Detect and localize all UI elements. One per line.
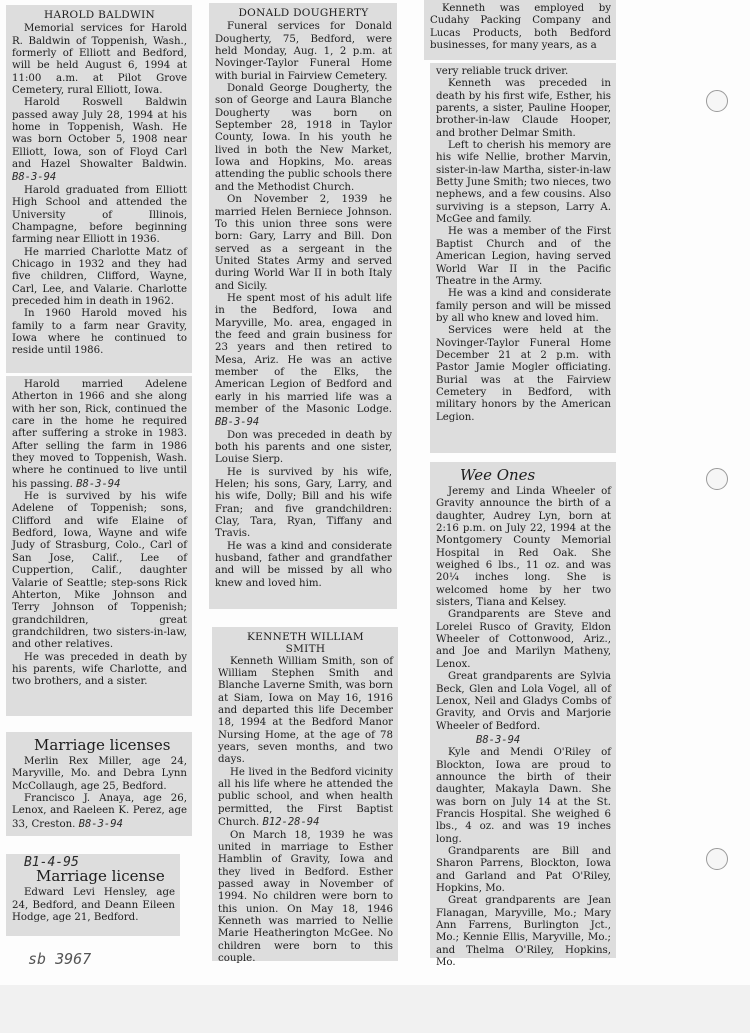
section-title: Marriage license — [36, 867, 165, 886]
paragraph: Edward Levi Hensley, age 24, Bedford, and Deann Eileen Hodge, age 21, Bedford. — [12, 887, 175, 924]
paragraph: Services were held at the Novinger-Taylor Funeral Home December 21 at 2 p.m. with Pastor Jamie Mogler officiating. Burial was at the Fairview Cemetery in Bedford, with military honors by the American Legion. — [436, 325, 611, 423]
paragraph: Funeral services for Donald Dougherty, 75, Bedford, were held Monday, Aug. 1, 2 p.m. at Novinger-Taylor Funeral Home with burial in Fairview Cemetery. — [215, 21, 392, 82]
binder-hole-top — [706, 90, 728, 112]
handwritten-date: BB-3-94 — [215, 416, 260, 429]
section-title: Wee Ones — [460, 466, 536, 484]
paragraph: Donald George Dougherty, the son of George and Laura Blanche Dougherty was born on September 28, 1918 in Taylor County, Iowa. In his youth he lived in both the New Market, Iowa and Hopkins, Mo. areas attending the public schools there and the Methodist Church. — [215, 83, 393, 193]
paragraph: Great grandparents are Sylvia Beck, Glen and Lola Vogel, all of Lenox, Neil and Gladys Combs of Gravity, and Orvis and Marjorie Wheeler of Bedford. — [436, 671, 611, 732]
binder-hole-bottom — [706, 848, 728, 870]
handwritten-date: B1-4-95 — [24, 855, 79, 870]
obituary-harold-baldwin — [6, 5, 192, 373]
paragraph: Great grandparents are Jean Flanagan, Maryville, Mo.; Mary Ann Farrens, Burlington Jct., Mo.; Kennie Ellis, Maryville, Mo.; and Thelma O'Riley, Hopkins, Mo. — [436, 895, 611, 969]
handwritten-date: B8-3-94 — [476, 733, 521, 746]
paragraph: He lived in the Bedford vicinity all his life where he attended the public school, and when health permitted, the First Baptist Church. B12-28-94 — [218, 766, 393, 829]
paragraph: On November 2, 1939 he married Helen Berniece Johnson. To this union three sons were born: Gary, Larry and Bill. Don served as a sergeant in the United States Army and served during World War II in both Italy and Sicily. — [215, 194, 392, 292]
obituary-harold-baldwin-continued — [6, 376, 192, 716]
paragraph: Harold married Adelene Atherton in 1966 and she along with her son, Rick, continued the care in the home he required after suffering a stroke in 1983. After selling the farm in 1986 they moved to Toppenish, Wash. where he continued to live until his passing. B8-3-94 — [12, 379, 187, 490]
paragraph: He married Charlotte Matz of Chicago in 1932 and they had five children, Clifford, Wayne, Carl, Lee, and Valarie. Charlotte preceded him in death in 1962. — [12, 246, 187, 307]
paragraph: Merlin Rex Miller, age 24, Maryville, Mo. and Debra Lynn McCollaugh, age 25, Bedford. — [12, 756, 187, 792]
handwritten-date: B12-28-94 — [262, 816, 320, 829]
paragraph: Kenneth was employed by Cudahy Packing Company and Lucas Products, both Bedford businesses, for many years, as a — [430, 3, 611, 52]
obituary-title: KENNETH WILLIAM SMITH — [247, 631, 364, 656]
handwritten-date: B8-3-94 — [78, 817, 123, 830]
paragraph: Don was preceded in death by both his parents and one sister, Louise Sierp. — [215, 429, 392, 466]
paragraph: Francisco J. Anaya, age 26, Lenox, and Raeleen K. Perez, age 33, Creston. B8-3-94 — [12, 793, 187, 830]
paragraph: He is survived by his wife Adelene of Toppenish; sons, Clifford and wife Elaine of Bedford, Iowa, Wayne and wife Judy of Strasburg, Colo., Carl of San Jose, Calif., Lee of Cuppertion, Calif., daughter Valarie of Seattle; step-sons Rick Ahterton, Mike Johnson and Terry Johnson of Toppenish; grandchildren, great grandchildren, two sisters-in-law, and other relatives. — [12, 491, 187, 651]
paragraph: very reliable truck driver. — [436, 66, 569, 77]
marriage-license-clipping — [6, 854, 180, 936]
paragraph: He was a kind and considerate family person and will be missed by all who knew and loved him. — [436, 288, 611, 324]
obituary-title: HAROLD BALDWIN — [44, 9, 155, 21]
paragraph: Harold graduated from Elliott High School and attended the University of Illinois, Champagne, before beginning farming near Elliott in 1936. — [12, 184, 187, 246]
section-title: Marriage licenses — [34, 736, 171, 754]
binder-hole-middle — [706, 468, 728, 490]
paragraph: In 1960 Harold moved his family to a farm near Gravity, Iowa where he continued to reside until 1986. — [12, 308, 187, 357]
paragraph: He was a kind and considerate husband, father and grandfather and will be missed by all who knew and loved him. — [215, 540, 392, 589]
obituary-donald-dougherty — [209, 3, 397, 609]
paragraph: Kenneth was preceded in death by his first wife, Esther, his parents, a sister, Pauline Hooper, brother-in-law Claude Hooper, and brother Delmar Smith. — [436, 78, 611, 139]
handwritten-date: B8-3-94 — [12, 171, 57, 184]
marriage-licenses-clipping — [6, 732, 192, 836]
paragraph: Grandparents are Bill and Sharon Parrens, Blockton, Iowa and Garland and Pat O'Riley, Hopkins, Mo. — [436, 845, 611, 894]
catalog-number: sb 3967 — [28, 950, 92, 968]
paragraph: Left to cherish his memory are his wife Nellie, brother Marvin, sister-in-law Martha, sister-in-law Betty June Smith; two nieces, two nephews, and a few cousins. Also surviving is a stepson, Larry A. McGee and family. — [436, 140, 611, 226]
handwritten-date: B8-3-94 — [76, 477, 121, 490]
paragraph: He spent most of his adult life in the Bedford, Iowa and Maryville, Mo. area, engaged in the feed and grain business for 23 years and then retired to Mesa, Ariz. He was an active member of the Elks, the American Legion of Bedford and early in his married life was a member of the Masonic Lodge. BB-3-94 — [215, 292, 392, 429]
paragraph: Jeremy and Linda Wheeler of Gravity announce the birth of a daughter, Audrey Lyn, born at 2:16 p.m. on July 22, 1994 at the Montgomery County Memorial Hospital in Red Oak. She weighed 6 lbs., 11 oz. and was 20¼ inches long. She is welcomed home by her two sisters, Tiana and Kelsey. — [436, 486, 611, 609]
obituary-kenneth-smith-continued-top — [424, 0, 616, 60]
paragraph: Kyle and Mendi O'Riley of Blockton, Iowa are proud to announce the birth of their daughter, Makayla Dawn. She was born on July 14 at the St. Francis Hospital. She weighed 6 lbs., 4 oz. and was 19 inches long. — [436, 747, 611, 845]
paragraph: Kenneth William Smith, son of William Stephen Smith and Blanche Laverne Smith, was born at Siam, Iowa on May 16, 1916 and departed this life December 18, 1994 at the Bedford Manor Nursing Home, at the age of 78 years, seven months, and two days. — [218, 655, 393, 766]
paragraph: He is survived by his wife, Helen; his sons, Gary, Larry, and his wife, Dolly; Bill and his wife Fran; and five grandchildren: Clay, Tara, Ryan, Tiffany and Travis. — [215, 466, 392, 540]
paragraph: Memorial services for Harold R. Baldwin of Toppenish, Wash., formerly of Elliott and Bedford, will be held August 6, 1994 at 11:00 a.m. at Pilot Grove Cemetery, rural Elliott, Iowa. — [12, 23, 187, 97]
paragraph: He was preceded in death by his parents, wife Charlotte, and two brothers, and a sister. — [12, 651, 187, 688]
birth-announcements-wee-ones — [430, 462, 616, 969]
paragraph: On March 18, 1939 he was united in marriage to Esther Hamblin of Gravity, Iowa and they lived in Bedford. Esther passed away in November of 1994. No children were born to this union. On May 18, 1946 Kenneth was married to Nellie Marie Heatherington McGee. No children were born to this couple. — [218, 829, 393, 964]
obituary-kenneth-smith — [212, 627, 398, 964]
paragraph: Harold Roswell Baldwin passed away July 28, 1994 at his home in Toppenish, Wash. He was born October 5, 1908 near Elliott, Iowa, son of Floyd Carl and Hazel Showalter Baldwin. B8-3-94 — [12, 97, 187, 184]
paragraph: He was a member of the First Baptist Church and of the American Legion, having served World War II in the Pacific Theatre in the Army. — [436, 226, 611, 287]
paragraph: Grandparents are Steve and Lorelei Rusco of Gravity, Eldon Wheeler of Cottonwood, Ariz., and Joe and Marilyn Matheny, Lenox. — [436, 609, 611, 670]
page-bottom-margin — [0, 985, 750, 1033]
obituary-title: DONALD DOUGHERTY — [238, 7, 369, 19]
obituary-kenneth-smith-continued — [430, 63, 616, 453]
